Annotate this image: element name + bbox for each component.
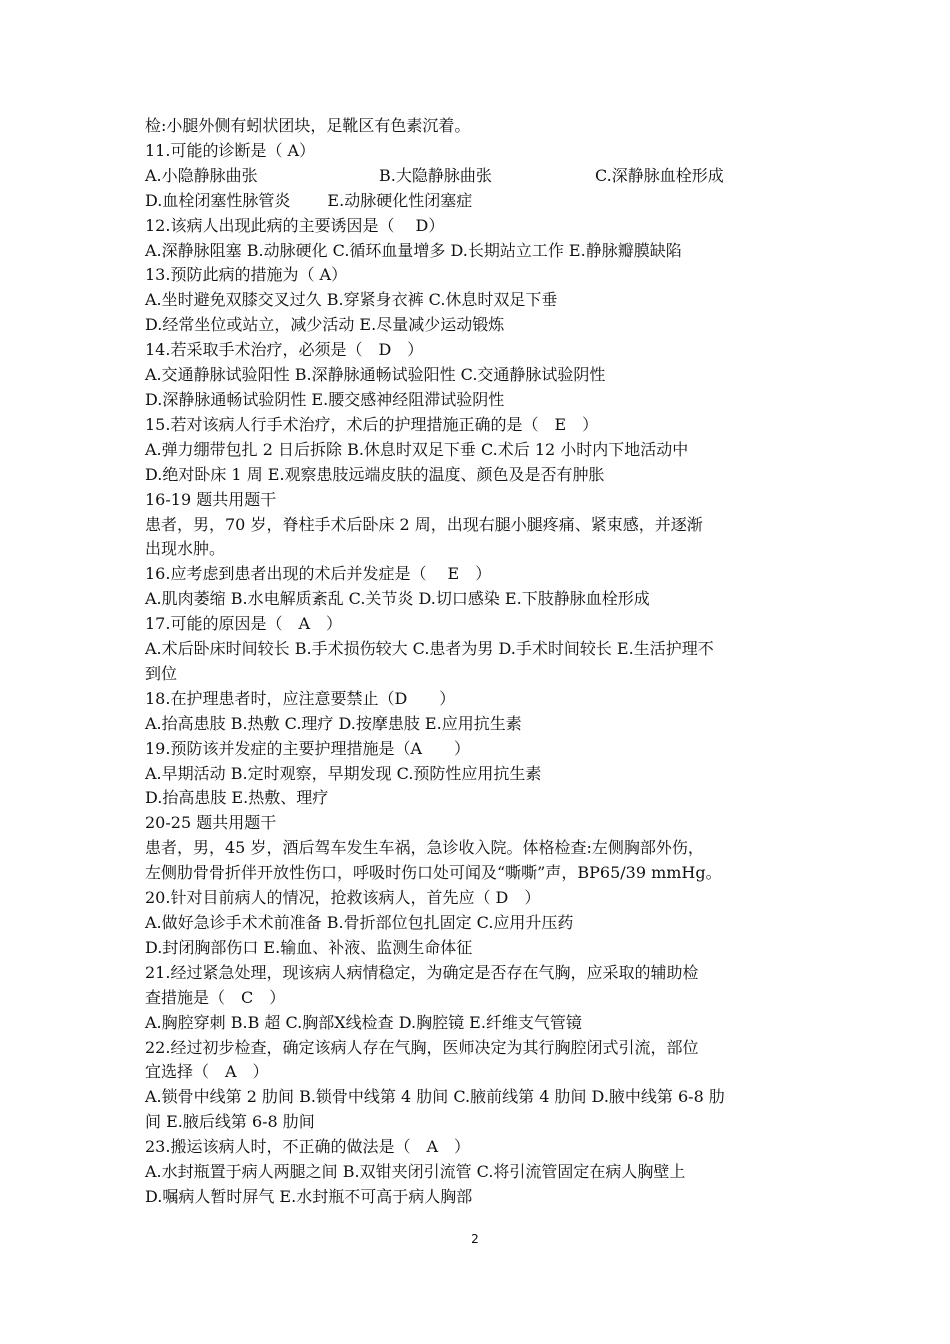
- text-line: A.做好急诊手术术前准备 B.骨折部位包扎固定 C.应用升压药: [145, 913, 574, 932]
- text-line: A.锁骨中线第 2 肋间 B.锁骨中线第 4 肋间 C.腋前线第 4 肋间 D.腋中线第 6-8 肋: [145, 1087, 725, 1107]
- text-line: A.弹力绷带包扎 2 日后拆除 B.休息时双足下垂 C.术后 12 小时内下地活动中: [145, 439, 689, 459]
- option-text: B.大隐静脉曲张: [379, 165, 492, 185]
- text-line: A.坐时避免双膝交叉过久 B.穿紧身衣裤 C.休息时双足下垂: [145, 290, 558, 310]
- text-line: 宜选择（ A ）: [145, 1062, 269, 1082]
- text-line: 21.经过紧急处理，现该病人病情稳定，为确定是否存在气胸，应采取的辅助检: [145, 962, 699, 982]
- text-line: A.胸腔穿刺 B.B 超 C.胸部Ⅹ线检查 D.胸腔镜 E.纤维支气管镜: [145, 1012, 582, 1032]
- text-line: A.深静脉阻塞 B.动脉硬化 C.循环血量增多 D.长期站立工作 E.静脉瓣膜缺陷: [145, 240, 682, 260]
- text-line: 间 E.腋后线第 6-8 肋间: [145, 1112, 315, 1132]
- text-line: 患者，男，70 岁，脊柱手术后卧床 2 周，出现右腿小腿疼痛、紧束感，并逐渐: [145, 514, 703, 534]
- option-row: [145, 164, 815, 189]
- text-line: 11.可能的诊断是（ A）: [145, 140, 316, 160]
- text-line: 20-25 题共用题干: [145, 813, 277, 833]
- text-line: 13.预防此病的措施为（ A）: [145, 265, 348, 285]
- text-line: A.抬高患肢 B.热敷 C.理疗 D.按摩患肢 E.应用抗生素: [145, 713, 522, 733]
- text-line: D.嘱病人暂时屏气 E.水封瓶不可高于病人胸部: [145, 1186, 473, 1206]
- text-line: 出现水肿。: [145, 539, 226, 559]
- text-line: A.肌肉萎缩 B.水电解质紊乱 C.关节炎 D.切口感染 E.下肢静脉血栓形成: [145, 589, 650, 609]
- text-line: 16-19 题共用题干: [145, 489, 277, 509]
- text-line: 16.应考虑到患者出现的术后并发症是（ E ）: [145, 564, 492, 584]
- text-line: 14.若采取手术治疗，必须是（ D ）: [145, 340, 424, 360]
- option-text: A.小隐静脉曲张: [145, 165, 258, 185]
- text-line: 查措施是（ C ）: [145, 987, 286, 1007]
- text-line: A.交通静脉试验阳性 B.深静脉通畅试验阳性 C.交通静脉试验阴性: [145, 365, 606, 385]
- option-text: C.深静脉血栓形成: [595, 165, 724, 185]
- text-line: 检:小腿外侧有蚓状团块，足靴区有色素沉着。: [145, 116, 471, 135]
- text-line: A.术后卧床时间较长 B.手术损伤较大 C.患者为男 D.手术时间较长 E.生活护理不: [145, 639, 714, 659]
- text-line: 左侧肋骨骨折伴开放性伤口，呼吸时伤口处可闻及“嘶嘶”声，BP65/39 mmHg。: [145, 863, 722, 883]
- exam-text-body: [145, 114, 815, 1210]
- text-line: A.早期活动 B.定时观察，早期发现 C.预防性应用抗生素: [145, 763, 542, 783]
- text-line: 患者，男，45 岁，酒后驾车发生车祸，急诊收入院。体格检查:左侧胸部外伤，: [145, 838, 704, 858]
- text-line: A.水封瓶置于病人两腿之间 B.双钳夹闭引流管 C.将引流管固定在病人胸壁上: [145, 1162, 686, 1182]
- text-line: 17.可能的原因是（ A ）: [145, 614, 343, 634]
- text-line: D.封闭胸部伤口 E.输血、补液、监测生命体征: [145, 937, 473, 957]
- text-line: 到位: [145, 663, 178, 683]
- text-line: D.血栓闭塞性脉管炎 E.动脉硬化性闭塞症: [145, 190, 473, 210]
- text-line: D.绝对卧床 1 周 E.观察患肢远端皮肤的温度、颜色及是否有肿胀: [145, 464, 605, 484]
- text-line: 19.预防该并发症的主要护理措施是（A ）: [145, 738, 471, 758]
- text-line: 15.若对该病人行手术治疗，术后的护理措施正确的是（ E ）: [145, 414, 599, 434]
- text-line: 20.针对目前病人的情况，抢救该病人，首先应（ D ）: [145, 888, 541, 908]
- text-line: D.深静脉通畅试验阴性 E.腰交感神经阻滞试验阴性: [145, 389, 505, 409]
- text-line: D.经常坐位或站立，减少活动 E.尽量减少运动锻炼: [145, 315, 505, 335]
- page-number: 2: [471, 1232, 479, 1246]
- text-line: 12.该病人出现此病的主要诱因是（ D）: [145, 215, 445, 235]
- text-line: 23.搬运该病人时，不正确的做法是（ A ）: [145, 1137, 471, 1157]
- text-line: 22.经过初步检查，确定该病人存在气胸，医师决定为其行胸腔闭式引流，部位: [145, 1037, 699, 1057]
- text-line: 18.在护理患者时，应注意要禁止（D ）: [145, 688, 456, 708]
- text-line: D.抬高患肢 E.热敷、理疗: [145, 788, 329, 808]
